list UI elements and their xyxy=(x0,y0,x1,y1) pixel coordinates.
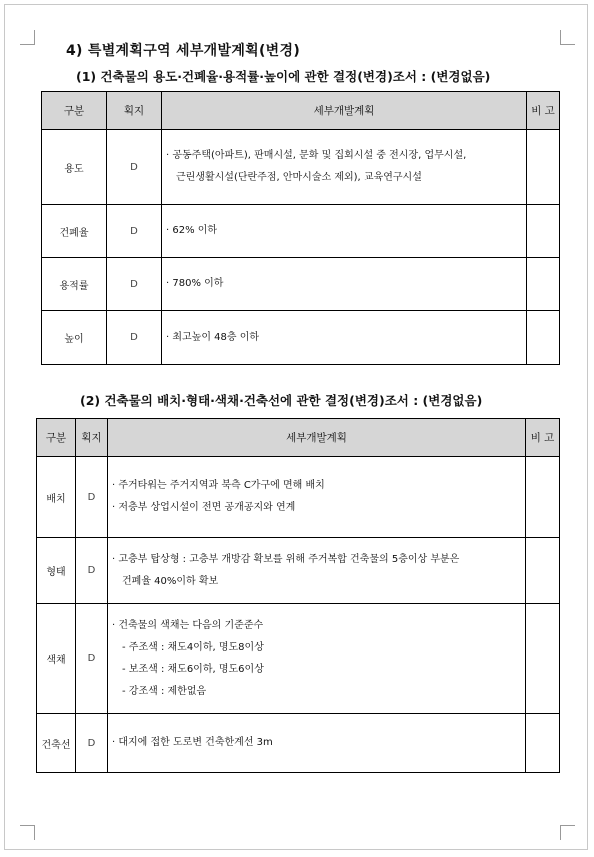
section-heading: 4) 특별계획구역 세부개발계획(변경) xyxy=(66,43,301,59)
header-note: 비 고 xyxy=(527,92,560,130)
table1-header-row xyxy=(42,92,560,130)
row-note xyxy=(526,457,560,538)
plan-line: · 건축물의 색채는 다음의 기준준수 xyxy=(112,619,264,631)
row-plan xyxy=(162,130,527,205)
row-lot: D xyxy=(76,538,108,604)
crop-mark-top-left xyxy=(20,30,35,45)
header-lot: 획지 xyxy=(107,92,162,130)
row-plan xyxy=(108,457,526,538)
row-category: 배치 xyxy=(37,457,76,538)
row-plan xyxy=(162,205,527,258)
header-note: 비 고 xyxy=(526,419,560,457)
table-row xyxy=(37,714,560,773)
plan-line: · 780% 이하 xyxy=(166,278,224,289)
row-category: 형태 xyxy=(37,538,76,604)
row-note xyxy=(526,604,560,714)
plan-line: - 주조색 : 채도4이하, 명도8이상 xyxy=(122,641,264,653)
table-row xyxy=(42,205,560,258)
plan-line: - 강조색 : 제한없음 xyxy=(122,685,207,697)
row-category: 건폐율 xyxy=(42,205,107,258)
row-category: 색채 xyxy=(37,604,76,714)
table2-title: (2) 건축물의 배치·형태·색채·건축선에 관한 결정(변경)조서 : (변경없음) xyxy=(80,393,483,408)
row-lot: D xyxy=(107,130,162,205)
row-note xyxy=(527,130,560,205)
header-plan: 세부개발계획 xyxy=(162,92,527,130)
plan-line: · 대지에 접한 도로변 건축한계선 3m xyxy=(112,737,273,748)
row-plan xyxy=(162,311,527,365)
row-category: 높이 xyxy=(42,311,107,365)
table-row xyxy=(42,258,560,311)
table-row xyxy=(37,457,560,538)
row-category: 용적률 xyxy=(42,258,107,311)
table-row xyxy=(37,604,560,714)
row-note xyxy=(526,538,560,604)
row-plan xyxy=(162,258,527,311)
plan-line: 건폐율 40%이하 확보 xyxy=(122,575,219,587)
row-lot: D xyxy=(107,311,162,365)
table2-header-row xyxy=(37,419,560,457)
plan-line: · 주거타워는 주거지역과 북측 C가구에 면해 배치 xyxy=(112,480,325,491)
plan-line: · 고층부 탑상형 : 고층부 개방감 확보를 위해 주거복합 건축물의 5층이상 부분은 xyxy=(112,553,460,565)
row-plan xyxy=(108,538,526,604)
table-layout-form-color-buildline xyxy=(36,418,560,773)
table1-title: (1) 건축물의 용도·건폐율·용적률·높이에 관한 결정(변경)조서 : (변경없음) xyxy=(76,69,491,84)
table-row xyxy=(37,538,560,604)
row-note xyxy=(527,258,560,311)
plan-line: · 최고높이 48층 이하 xyxy=(166,331,260,343)
row-lot: D xyxy=(107,258,162,311)
row-category: 용도 xyxy=(42,130,107,205)
table-row xyxy=(42,311,560,365)
plan-line: · 62% 이하 xyxy=(166,225,218,236)
row-note xyxy=(527,311,560,365)
crop-mark-top-right xyxy=(560,30,575,45)
row-plan xyxy=(108,604,526,714)
row-plan xyxy=(108,714,526,773)
row-note xyxy=(527,205,560,258)
plan-line: 근린생활시설(단란주점, 안마시술소 제외), 교육연구시설 xyxy=(176,172,422,183)
header-lot: 획지 xyxy=(76,419,108,457)
crop-mark-bottom-right xyxy=(560,825,575,840)
row-lot: D xyxy=(76,457,108,538)
row-lot: D xyxy=(76,604,108,714)
plan-line: - 보조색 : 채도6이하, 명도6이상 xyxy=(122,663,264,675)
row-note xyxy=(526,714,560,773)
row-category: 건축선 xyxy=(37,714,76,773)
table-use-coverage-floor-height xyxy=(41,91,560,365)
header-category: 구분 xyxy=(37,419,76,457)
header-plan: 세부개발계획 xyxy=(108,419,526,457)
crop-mark-bottom-left xyxy=(20,825,35,840)
row-lot: D xyxy=(76,714,108,773)
plan-line: · 저층부 상업시설이 전면 공개공지와 연계 xyxy=(112,502,296,513)
table-row xyxy=(42,130,560,205)
row-lot: D xyxy=(107,205,162,258)
header-category: 구분 xyxy=(42,92,107,130)
plan-line: · 공동주택(아파트), 판매시설, 문화 및 집회시설 중 전시장, 업무시설, xyxy=(166,150,467,161)
